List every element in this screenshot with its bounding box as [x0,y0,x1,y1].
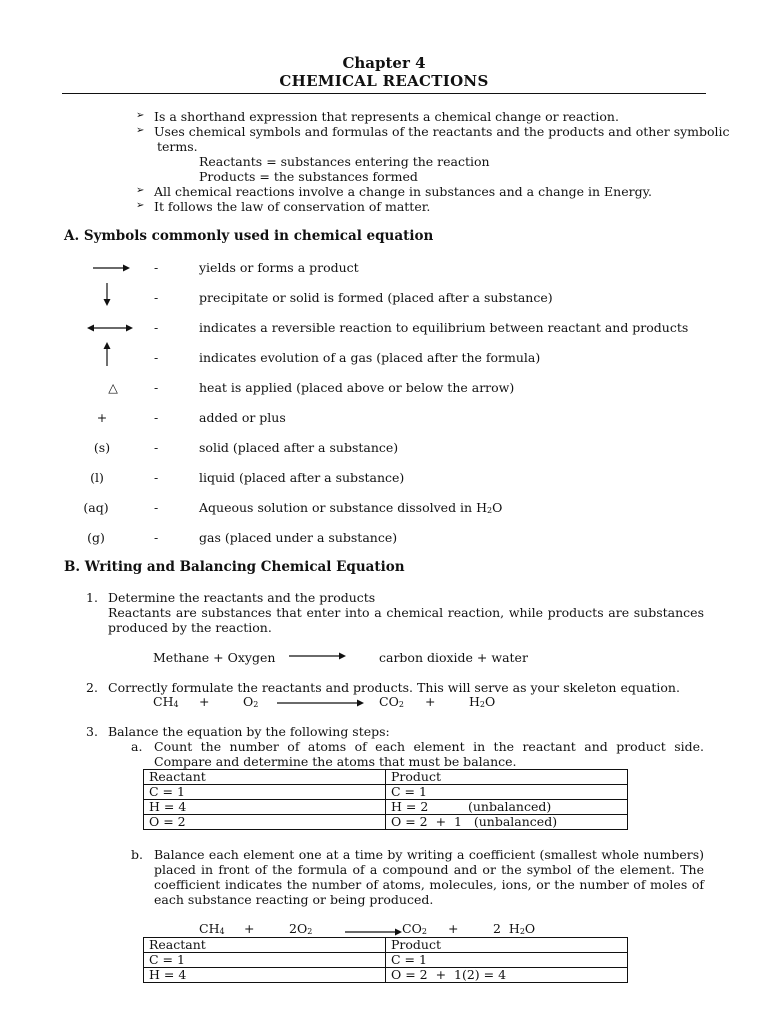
step-3-text: Balance the equation by the following steps: [108,724,390,739]
formula-2h2o: 2 $H_2O$ [493,921,536,936]
double-arrow-icon [87,323,135,333]
table-cell: H = 4 [144,968,386,983]
table-row [144,953,628,968]
step-3-number: 3. [86,724,98,739]
symbol-desc-plus: added or plus [199,410,286,425]
symbol-desc-reversible: indicates a reversible reaction to equilibrium between reactant and products [199,320,689,335]
section-a-heading: A. Symbols commonly used in chemical equation [64,228,434,244]
bullet-arrow-icon: ➢ [136,110,145,121]
step-3a-text: Count the number of atoms of each element in the reactant and product side. Compare and determine the atoms that must be balance. [154,739,704,769]
products-definition: Products = the substances formed [199,169,418,184]
symbol-desc-heat: heat is applied (placed above or below the arrow) [199,380,515,395]
symbol-dash: - [154,410,159,425]
table-cell: H = 4 [144,800,386,815]
step-1-body: Reactants are substances that enter into a chemical reaction, while products are substances produced by the reaction. [108,605,704,635]
bullet-arrow-icon: ➢ [136,185,145,196]
plus-sign: + [448,921,459,936]
step-2-text: Correctly formulate the reactants and products. This will serve as your skeleton equation. [108,680,680,695]
table-cell: H = 2 (unbalanced) [386,800,628,815]
plus-sign: + [244,921,255,936]
table-row [144,815,628,830]
symbol-desc-gas: gas (placed under a substance) [199,530,398,545]
symbol-desc-aqueous: Aqueous solution or substance dissolved in $H_2O$ [199,500,503,515]
table-row [144,785,628,800]
intro-bullet-3: All chemical reactions involve a change in substances and a change in Energy. [154,184,652,199]
title-rule [62,93,706,94]
intro-bullet-2: Uses chemical symbols and formulas of the reactants and the products and other symbolic [154,124,730,139]
heat-triangle-icon: △ [108,380,118,395]
table-header-row [144,938,628,953]
symbol-dash: - [154,320,159,335]
symbol-dash: - [154,380,159,395]
up-arrow-icon [102,342,112,366]
balanced-atom-table [143,937,628,983]
bullet-arrow-icon: ➢ [136,200,145,211]
table-cell: O = 2 [144,815,386,830]
symbol-desc-solid: solid (placed after a substance) [199,440,399,455]
table-header: Reactant [144,938,386,953]
atom-count-table [143,769,628,830]
symbol-dash: - [154,440,159,455]
bullet-arrow-icon: ➢ [136,125,145,136]
yield-arrow-icon [289,651,349,661]
table-cell: C = 1 [144,953,386,968]
symbol-desc-liquid: liquid (placed after a substance) [199,470,405,485]
table-row [144,968,628,983]
intro-bullet-2-cont: terms. [157,139,198,154]
word-equation-right: carbon dioxide + water [379,650,528,665]
step-3b-text: Balance each element one at a time by writing a coefficient (smallest whole numbers) placed in front of the formula of a compound and or the symbol of the element. The coefficient indicates the number of atoms, molecules, ions, or the number of moles of each substance reacting or being produced. [154,847,704,907]
symbol-dash: - [154,350,159,365]
step-3a-label: a. [131,739,143,754]
down-arrow-icon [102,283,112,307]
symbol-dash: - [154,290,159,305]
yield-arrow-icon [277,698,367,708]
step-3b-label: b. [131,847,143,862]
plus-sign: + [425,694,436,709]
chapter-label: Chapter 4 [342,54,426,72]
table-cell: O = 2 + 1(2) = 4 [386,968,628,983]
word-equation-left: Methane + Oxygen [153,650,276,665]
symbol-liquid: (l) [90,470,104,485]
symbol-dash: - [154,500,159,515]
section-b-heading: B. Writing and Balancing Chemical Equation [64,559,405,575]
intro-bullet-4: It follows the law of conservation of matter. [154,199,431,214]
formula-co2: $CO_2$ [402,921,427,936]
symbol-solid: (s) [93,440,111,455]
symbol-desc-precipitate: precipitate or solid is formed (placed after a substance) [199,290,553,305]
table-cell: C = 1 [386,953,628,968]
table-header: Product [386,770,628,785]
plus-sign: + [199,694,210,709]
symbol-desc-gas-evolution: indicates evolution of a gas (placed after the formula) [199,350,541,365]
formula-2o2: $2O_2$ [289,921,313,936]
table-cell: C = 1 [144,785,386,800]
symbol-desc-yields: yields or forms a product [199,260,359,275]
formula-ch4: $CH_4$ [199,921,225,936]
table-cell: C = 1 [386,785,628,800]
symbol-aqueous: (aq) [83,500,109,515]
table-header: Reactant [144,770,386,785]
table-header-row [144,770,628,785]
formula-ch4: $CH_4$ [153,694,179,709]
right-arrow-icon [93,263,133,273]
symbol-dash: - [154,470,159,485]
symbol-dash: - [154,530,159,545]
reactants-definition: Reactants = substances entering the reaction [199,154,490,169]
intro-bullet-1: Is a shorthand expression that represents a chemical change or reaction. [154,109,619,124]
step-1-title: Determine the reactants and the products [108,590,376,605]
symbol-plus: + [96,410,108,425]
table-row [144,800,628,815]
formula-o2: $O_2$ [243,694,259,709]
page-title: CHEMICAL REACTIONS [279,72,489,90]
formula-co2: $CO_2$ [379,694,404,709]
symbol-gas: (g) [87,530,105,545]
yield-arrow-icon [345,927,405,937]
step-2-number: 2. [86,680,98,695]
table-cell: O = 2 + 1 (unbalanced) [386,815,628,830]
symbol-dash: - [154,260,159,275]
step-1-number: 1. [86,590,98,605]
formula-h2o: $H_2O$ [469,694,496,709]
table-header: Product [386,938,628,953]
